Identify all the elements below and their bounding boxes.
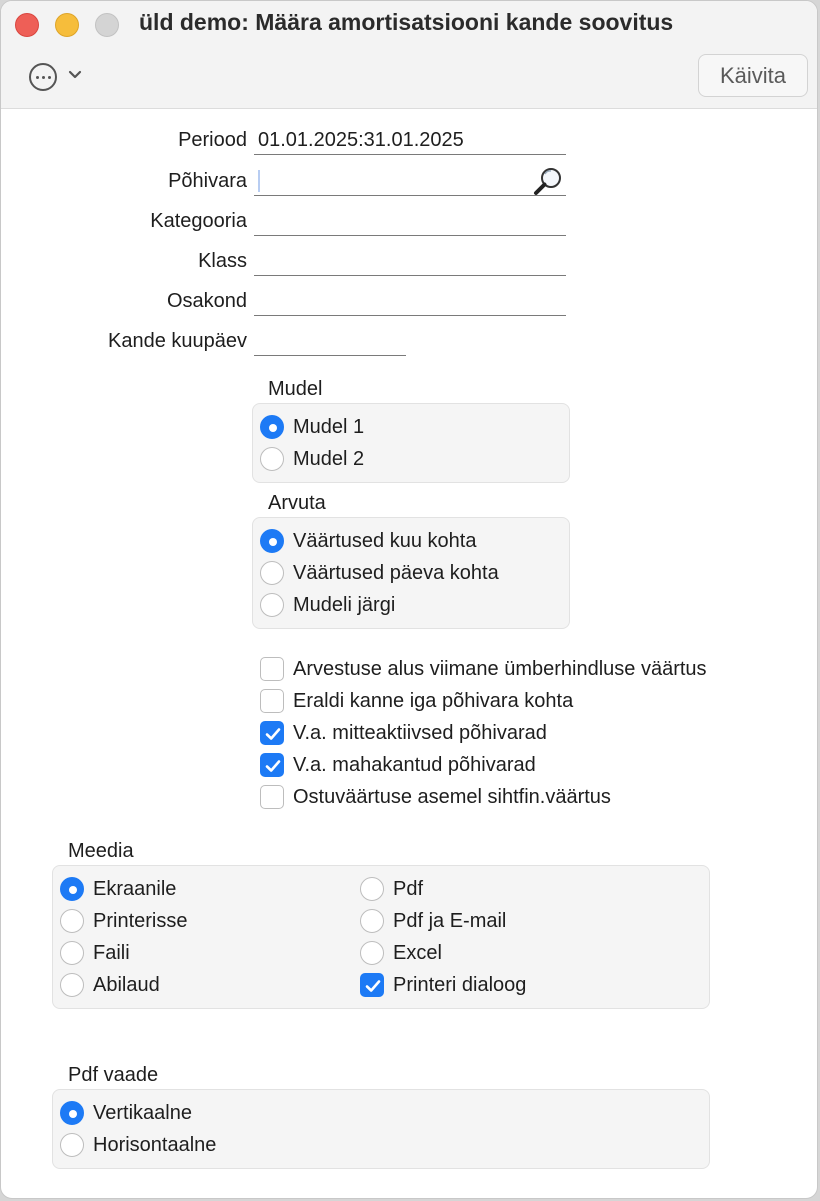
close-window-button[interactable] — [15, 13, 39, 37]
media-option-pdf[interactable] — [360, 877, 423, 901]
period-label: Periood — [178, 129, 247, 151]
option-label: Ekraanile — [93, 877, 177, 900]
radio-button[interactable] — [260, 529, 284, 553]
class-label: Klass — [198, 250, 247, 272]
department-label: Osakond — [166, 290, 247, 312]
option-label: Printerisse — [93, 909, 188, 932]
window-title: üld demo: Määra amortisatsiooni kande soovitus — [139, 9, 674, 35]
radio-button[interactable] — [60, 909, 84, 933]
checkmark-icon — [264, 725, 282, 743]
checkbox-exclude-inactive[interactable] — [260, 721, 547, 745]
asset-label: Põhivara — [168, 170, 247, 192]
media-option-pdf-email[interactable] — [360, 909, 506, 933]
radio-button[interactable] — [260, 561, 284, 585]
calculate-option-by-model[interactable] — [260, 593, 395, 617]
title-bar — [1, 1, 817, 109]
checkbox-revaluation-basis[interactable] — [260, 657, 707, 681]
chevron-down-icon[interactable] — [67, 67, 83, 83]
checkbox-label: Arvestuse alus viimane ümberhindluse väärtus — [293, 657, 707, 680]
pdf-view-option-horizontal[interactable] — [60, 1133, 216, 1157]
checkbox[interactable] — [260, 785, 284, 809]
checkbox-label: Printeri dialoog — [393, 973, 527, 996]
radio-button[interactable] — [260, 593, 284, 617]
category-label: Kategooria — [150, 210, 247, 232]
checkbox-label: Ostuväärtuse asemel sihtfin.väärtus — [293, 785, 611, 808]
run-button[interactable]: Käivita — [698, 54, 808, 97]
radio-button[interactable] — [360, 909, 384, 933]
calculate-group-title: Arvuta — [268, 492, 326, 514]
checkbox[interactable] — [260, 657, 284, 681]
option-label: Väärtused kuu kohta — [293, 529, 477, 552]
checkbox[interactable] — [260, 721, 284, 745]
checkbox[interactable] — [260, 689, 284, 713]
radio-button[interactable] — [60, 1133, 84, 1157]
checkbox-label: V.a. mitteaktiivsed põhivarad — [293, 721, 547, 744]
minimize-window-button[interactable] — [55, 13, 79, 37]
department-field[interactable] — [254, 286, 566, 316]
text-caret — [258, 170, 260, 192]
option-label: Mudel 1 — [293, 415, 365, 438]
model-option-2[interactable] — [260, 447, 364, 471]
checkbox-target-financing[interactable] — [260, 785, 611, 809]
checkbox-printer-dialog[interactable] — [360, 973, 526, 997]
checkbox-separate-entry[interactable] — [260, 689, 573, 713]
option-label: Mudel 2 — [293, 447, 365, 470]
media-option-clipboard[interactable] — [60, 973, 160, 997]
radio-button[interactable] — [360, 941, 384, 965]
option-label: Mudeli järgi — [293, 593, 396, 616]
magnifier-icon[interactable] — [532, 166, 564, 196]
option-label: Väärtused päeva kohta — [293, 561, 499, 584]
checkbox-label: V.a. mahakantud põhivarad — [293, 753, 536, 776]
entry-date-field[interactable] — [254, 326, 406, 356]
option-label: Abilaud — [93, 973, 160, 996]
radio-button[interactable] — [360, 877, 384, 901]
calculate-option-monthly[interactable] — [260, 529, 476, 553]
checkbox[interactable] — [260, 753, 284, 777]
zoom-window-button[interactable] — [95, 13, 119, 37]
option-label: Vertikaalne — [93, 1101, 192, 1124]
model-option-1[interactable] — [260, 415, 364, 439]
radio-button[interactable] — [60, 877, 84, 901]
media-option-excel[interactable] — [360, 941, 442, 965]
asset-field[interactable] — [254, 166, 566, 196]
option-label: Pdf ja E-mail — [393, 909, 507, 932]
pdf-view-option-vertical[interactable] — [60, 1101, 192, 1125]
media-option-printer[interactable] — [60, 909, 187, 933]
period-field[interactable]: 01.01.2025:31.01.2025 — [254, 125, 566, 155]
pdf-view-group-title: Pdf vaade — [68, 1064, 159, 1086]
checkbox-label: Eraldi kanne iga põhivara kohta — [293, 689, 574, 712]
radio-button[interactable] — [60, 941, 84, 965]
checkmark-icon — [364, 977, 382, 995]
radio-button[interactable] — [60, 973, 84, 997]
option-label: Pdf — [393, 877, 424, 900]
radio-button[interactable] — [260, 415, 284, 439]
entry-date-label: Kande kuupäev — [107, 330, 247, 352]
checkbox[interactable] — [360, 973, 384, 997]
option-label: Horisontaalne — [93, 1133, 217, 1156]
media-option-file[interactable] — [60, 941, 130, 965]
class-field[interactable] — [254, 246, 566, 276]
media-group-title: Meedia — [68, 840, 134, 862]
radio-button[interactable] — [60, 1101, 84, 1125]
radio-button[interactable] — [260, 447, 284, 471]
media-option-screen[interactable] — [60, 877, 176, 901]
checkmark-icon — [264, 757, 282, 775]
model-group-title: Mudel — [268, 378, 323, 400]
category-field[interactable] — [254, 206, 566, 236]
option-label: Faili — [93, 941, 130, 964]
ellipsis-circle-icon[interactable] — [29, 63, 57, 91]
calculate-option-daily[interactable] — [260, 561, 499, 585]
checkbox-exclude-written-off[interactable] — [260, 753, 536, 777]
option-label: Excel — [393, 941, 442, 964]
